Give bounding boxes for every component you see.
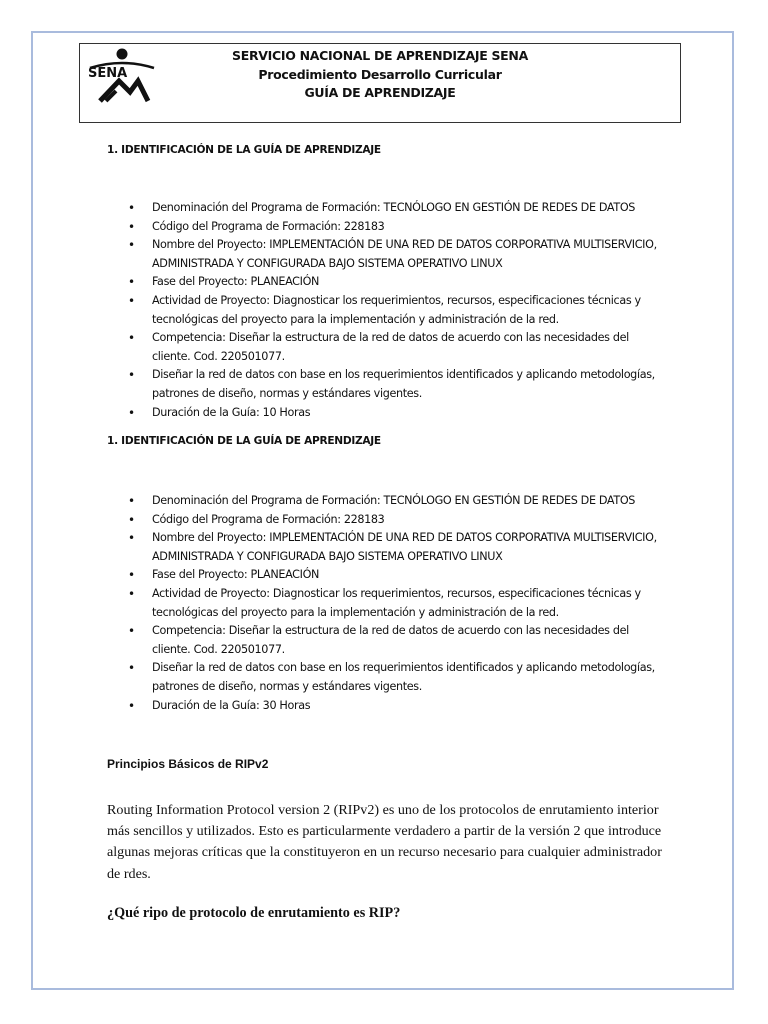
header-line-3: GUÍA DE APRENDIZAJE xyxy=(304,85,456,100)
list-item: • Denominación del Programa de Formación: TECNÓLOGO EN GESTIÓN DE REDES DE DATOS xyxy=(110,199,670,218)
logo-text: SENA xyxy=(88,66,128,81)
section-1-list xyxy=(110,199,670,422)
section-2-list xyxy=(110,492,670,715)
list-item: • Actividad de Proyecto: Diagnosticar los requerimientos, recursos, especificaciones técnicas y tecnológicas del proyecto para la implementación y administración de la red. xyxy=(110,585,670,622)
rip-question: ¿Qué ripo de protocolo de enrutamiento es RIP? xyxy=(107,905,401,921)
list-item: • Nombre del Proyecto: IMPLEMENTACIÓN DE UNA RED DE DATOS CORPORATIVA MULTISERVICIO, ADMINISTRADA Y CONFIGURADA BAJO SISTEMA OPERATIVO LINUX xyxy=(110,529,670,566)
list-item: • Denominación del Programa de Formación: TECNÓLOGO EN GESTIÓN DE REDES DE DATOS xyxy=(110,492,670,511)
header-line-1: SERVICIO NACIONAL DE APRENDIZAJE SENA xyxy=(232,48,528,63)
header-line-2: Procedimiento Desarrollo Curricular xyxy=(258,66,502,82)
list-item: • Código del Programa de Formación: 228183 xyxy=(110,511,670,530)
list-item: • Duración de la Guía: 10 Horas xyxy=(110,404,670,423)
list-item: • Duración de la Guía: 30 Horas xyxy=(110,697,670,716)
list-item: • Código del Programa de Formación: 228183 xyxy=(110,218,670,237)
list-item: • Diseñar la red de datos con base en los requerimientos identificados y aplicando metodologías, patrones de diseño, normas y estándares vigentes. xyxy=(110,366,670,403)
list-item: • Diseñar la red de datos con base en los requerimientos identificados y aplicando metodologías, patrones de diseño, normas y estándares vigentes. xyxy=(110,659,670,696)
section-2-heading: 1. IDENTIFICACIÓN DE LA GUÍA DE APRENDIZAJE xyxy=(107,435,381,447)
list-item: • Competencia: Diseñar la estructura de la red de datos de acuerdo con las necesidades del cliente. Cod. 220501077. xyxy=(110,622,670,659)
section-1-heading: 1. IDENTIFICACIÓN DE LA GUÍA DE APRENDIZAJE xyxy=(107,144,381,156)
rip-paragraph: Routing Information Protocol version 2 (RIPv2) es uno de los protocolos de enrutamiento interior más sencillos y utilizados. Esto es particularmente verdadero a partir de la versión 2 que introduce algunas mejoras críticas que la constituyeron en un recurso necesario para cualquier administrador de rdes. xyxy=(107,802,662,882)
header-title xyxy=(79,47,681,103)
rip-section-title: Principios Básicos de RIPv2 xyxy=(107,757,269,771)
list-item: • Fase del Proyecto: PLANEACIÓN xyxy=(110,566,670,585)
list-item: • Competencia: Diseñar la estructura de la red de datos de acuerdo con las necesidades del cliente. Cod. 220501077. xyxy=(110,329,670,366)
list-item: • Nombre del Proyecto: IMPLEMENTACIÓN DE UNA RED DE DATOS CORPORATIVA MULTISERVICIO, ADMINISTRADA Y CONFIGURADA BAJO SISTEMA OPERATIVO LINUX xyxy=(110,236,670,273)
list-item: • Fase del Proyecto: PLANEACIÓN xyxy=(110,273,670,292)
list-item: • Actividad de Proyecto: Diagnosticar los requerimientos, recursos, especificaciones técnicas y tecnológicas del proyecto para la implementación y administración de la red. xyxy=(110,292,670,329)
